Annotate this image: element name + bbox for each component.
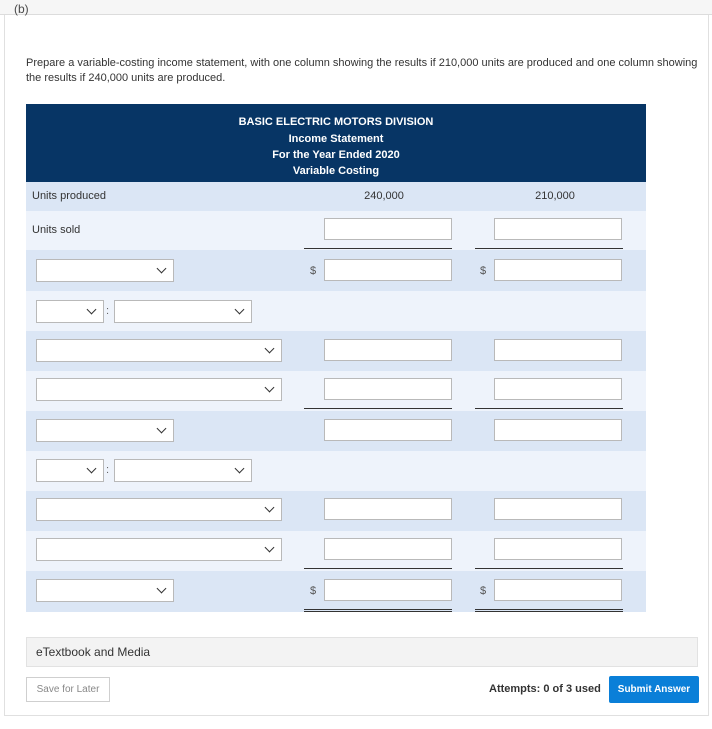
account-dropdown[interactable] bbox=[36, 378, 282, 401]
account-dropdown[interactable] bbox=[114, 300, 252, 323]
chevron-down-icon bbox=[157, 264, 167, 274]
top-bar bbox=[0, 0, 712, 15]
statement-header bbox=[26, 104, 646, 182]
chevron-down-icon bbox=[87, 305, 97, 315]
save-for-later-button[interactable]: Save for Later bbox=[26, 677, 110, 702]
amount-input[interactable] bbox=[324, 378, 452, 400]
amount-input[interactable] bbox=[324, 579, 452, 601]
underline bbox=[475, 408, 623, 409]
amount-input[interactable] bbox=[494, 579, 622, 601]
amount-input[interactable] bbox=[324, 538, 452, 560]
colon: : bbox=[106, 305, 110, 317]
underline bbox=[304, 248, 452, 249]
underline bbox=[475, 568, 623, 569]
chevron-down-icon bbox=[265, 503, 275, 513]
statement-method: Variable Costing bbox=[292, 165, 380, 177]
account-dropdown[interactable] bbox=[36, 419, 174, 442]
attempts-counter: Attempts: 0 of 3 used bbox=[489, 683, 601, 695]
column-header-240000: 240,000 bbox=[364, 190, 404, 202]
chevron-down-icon bbox=[157, 584, 167, 594]
underline bbox=[475, 248, 623, 249]
chevron-down-icon bbox=[265, 344, 275, 354]
units-sold-input-210000[interactable] bbox=[494, 218, 622, 240]
underline bbox=[304, 408, 452, 409]
dollar-sign: $ bbox=[480, 585, 487, 597]
dollar-sign: $ bbox=[310, 585, 317, 597]
colon: : bbox=[106, 464, 110, 476]
amount-input[interactable] bbox=[494, 419, 622, 441]
amount-input[interactable] bbox=[324, 498, 452, 520]
chevron-down-icon bbox=[235, 464, 245, 474]
statement-period: For the Year Ended 2020 bbox=[272, 149, 400, 161]
amount-input[interactable] bbox=[494, 378, 622, 400]
account-dropdown[interactable] bbox=[36, 579, 174, 602]
amount-input[interactable] bbox=[494, 538, 622, 560]
part-label: (b) bbox=[14, 2, 29, 16]
double-underline bbox=[304, 609, 452, 610]
company-name: BASIC ELECTRIC MOTORS DIVISION bbox=[238, 116, 434, 128]
chevron-down-icon bbox=[265, 543, 275, 553]
amount-input[interactable] bbox=[494, 259, 622, 281]
prefix-dropdown[interactable] bbox=[36, 459, 104, 482]
dollar-sign: $ bbox=[310, 265, 317, 277]
account-dropdown[interactable] bbox=[36, 538, 282, 561]
amount-input[interactable] bbox=[324, 259, 452, 281]
amount-input[interactable] bbox=[324, 419, 452, 441]
units-sold-input-240000[interactable] bbox=[324, 218, 452, 240]
amount-input[interactable] bbox=[494, 339, 622, 361]
chevron-down-icon bbox=[87, 464, 97, 474]
account-dropdown[interactable] bbox=[36, 339, 282, 362]
chevron-down-icon bbox=[265, 383, 275, 393]
amount-input[interactable] bbox=[324, 339, 452, 361]
etextbook-media-link[interactable]: eTextbook and Media bbox=[26, 637, 698, 667]
prefix-dropdown[interactable] bbox=[36, 300, 104, 323]
chevron-down-icon bbox=[157, 424, 167, 434]
double-underline bbox=[475, 611, 623, 612]
column-header-210000: 210,000 bbox=[535, 190, 575, 202]
statement-title: Income Statement bbox=[288, 133, 384, 145]
amount-input[interactable] bbox=[494, 498, 622, 520]
dollar-sign: $ bbox=[480, 265, 487, 277]
units-produced-label: Units produced bbox=[32, 190, 106, 202]
double-underline bbox=[475, 609, 623, 610]
account-dropdown[interactable] bbox=[114, 459, 252, 482]
double-underline bbox=[304, 611, 452, 612]
underline bbox=[304, 568, 452, 569]
account-dropdown[interactable] bbox=[36, 259, 174, 282]
chevron-down-icon bbox=[235, 305, 245, 315]
question-prompt: Prepare a variable-costing income statement, with one column showing the results if 210,000 units are produced and one column showing the results if 240,000 units are produced. bbox=[26, 57, 698, 84]
units-sold-label: Units sold bbox=[32, 224, 81, 236]
account-dropdown[interactable] bbox=[36, 498, 282, 521]
submit-answer-button[interactable]: Submit Answer bbox=[609, 676, 699, 703]
